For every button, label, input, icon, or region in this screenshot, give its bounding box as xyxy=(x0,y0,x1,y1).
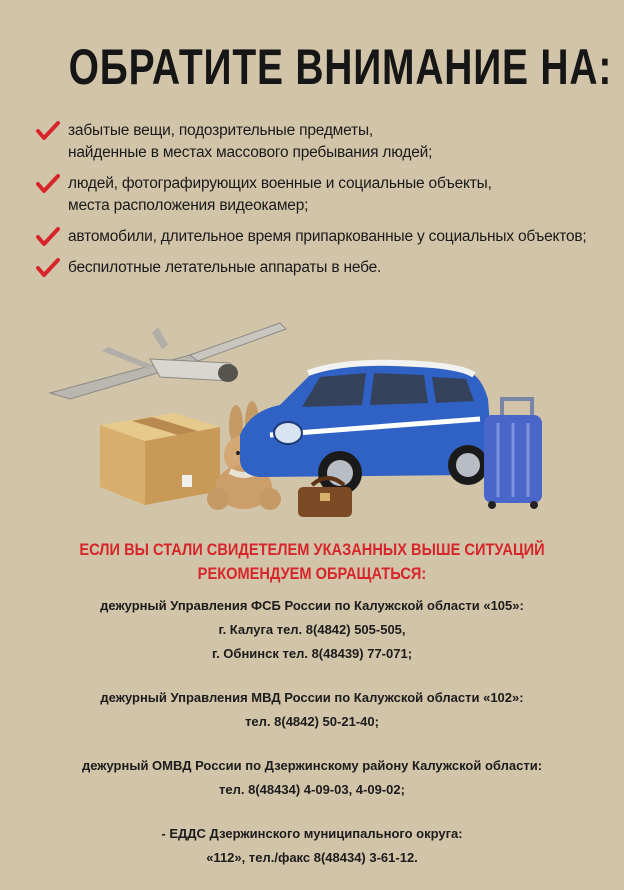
notice-line: ЕСЛИ ВЫ СТАЛИ СВИДЕТЕЛЕМ УКАЗАННЫХ ВЫШЕ СИТУАЦИЙ xyxy=(79,540,545,559)
checkmark-icon xyxy=(36,226,60,248)
illustration xyxy=(40,315,600,525)
drone-image xyxy=(50,323,286,399)
list-item xyxy=(36,257,616,279)
list-item-text: места расположения видеокамер; xyxy=(68,197,309,214)
list-item-text: беспилотные летательные аппараты в небе. xyxy=(68,259,382,276)
contacts-list xyxy=(0,594,624,890)
car-image xyxy=(240,363,490,495)
attention-list xyxy=(36,120,616,288)
list-item-text: забытые вещи, подозрительные предметы, xyxy=(68,122,373,139)
contact-line: г. Калуга тел. 8(4842) 505-505, xyxy=(218,622,406,637)
list-item xyxy=(36,120,616,164)
notice-line: РЕКОМЕНДУЕМ ОБРАЩАТЬСЯ: xyxy=(197,564,427,583)
page-title: ОБРАТИТЕ ВНИМАНИЕ НА: xyxy=(68,39,613,95)
suitcase-image xyxy=(484,399,542,509)
checkmark-icon xyxy=(36,257,60,279)
list-item xyxy=(36,226,616,248)
contact-line: г. Обнинск тел. 8(48439) 77-071; xyxy=(211,646,413,661)
contact-line: тел. 8(48434) 4-09-03, 4-09-02; xyxy=(219,782,405,797)
contact-line: дежурный Управления ФСБ России по Калужской области «105»: xyxy=(100,598,524,613)
recommendation-notice xyxy=(44,538,581,586)
checkmark-icon xyxy=(36,173,60,195)
list-item-text: людей, фотографирующих военные и социальные объекты, xyxy=(68,175,492,192)
contact-block xyxy=(0,594,624,666)
checkmark-icon xyxy=(36,120,60,142)
contact-line: тел. 8(4842) 50-21-40; xyxy=(245,714,379,729)
contact-line: дежурный Управления МВД России по Калужской области «102»: xyxy=(100,690,524,705)
cardboard-box-image xyxy=(100,413,220,505)
contact-block xyxy=(0,822,624,870)
contact-block xyxy=(0,754,624,802)
contact-line: - ЕДДС Дзержинского муниципального округа: xyxy=(161,826,463,841)
contact-line: «112», тел./факс 8(48434) 3-61-12. xyxy=(206,850,418,865)
list-item-text: автомобили, длительное время припаркованные у социальных объектов; xyxy=(68,228,587,245)
contact-block xyxy=(0,686,624,734)
list-item-text: найденные в местах массового пребывания людей; xyxy=(68,144,433,161)
contact-line: дежурный ОМВД России по Дзержинскому району Калужской области: xyxy=(81,758,543,773)
list-item xyxy=(36,173,616,217)
